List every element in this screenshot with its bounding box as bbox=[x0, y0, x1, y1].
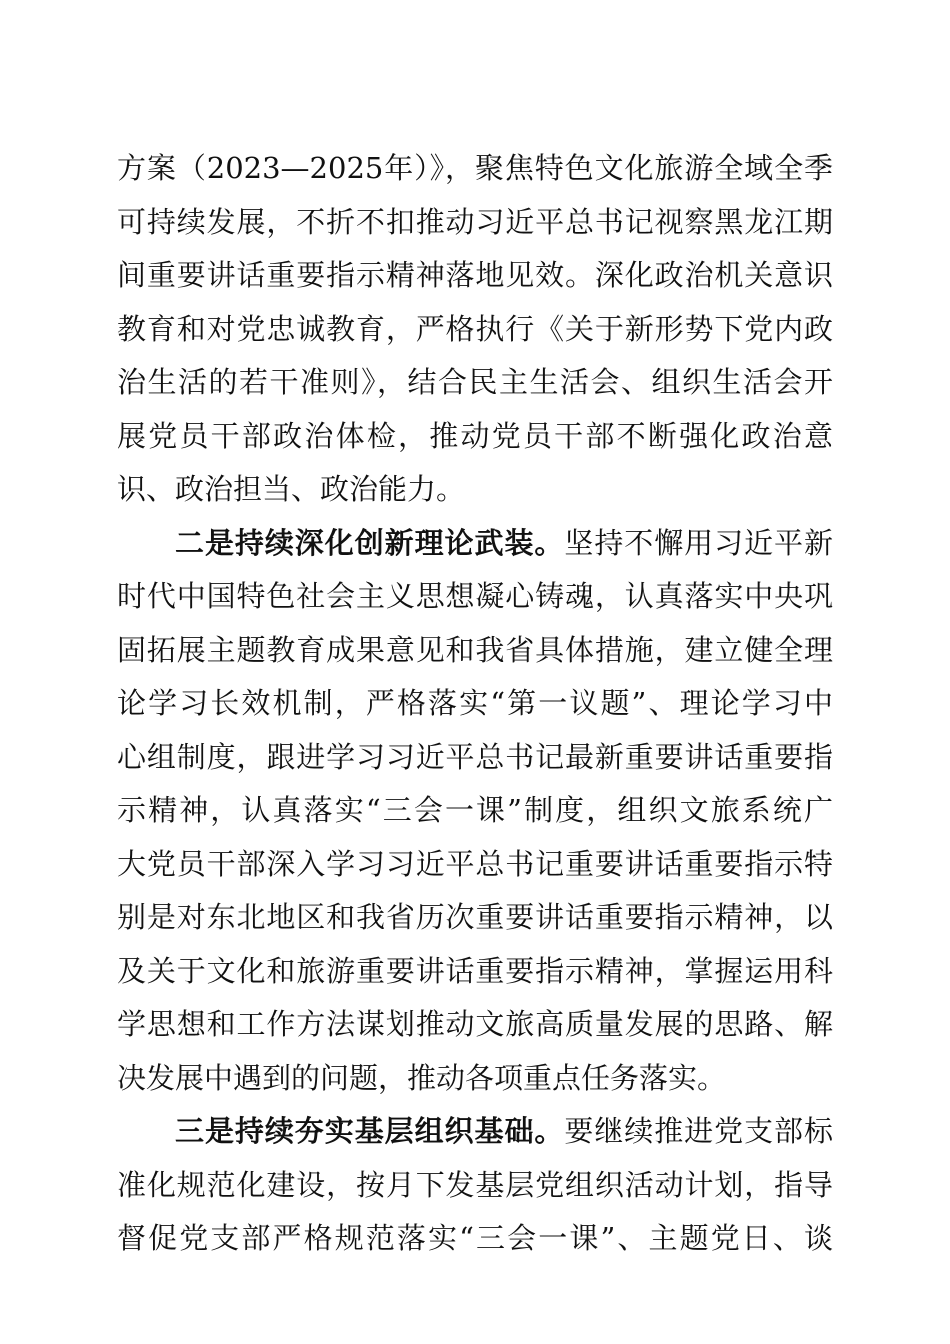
document-body bbox=[117, 142, 833, 1266]
text-line: 论学习长效机制，严格落实“第一议题”、理论学习中 bbox=[117, 686, 833, 720]
paragraph bbox=[117, 1105, 833, 1266]
text-line: 及关于文化和旅游重要讲话重要指示精神，掌握运用科 bbox=[117, 953, 833, 988]
text-line: 别是对东北地区和我省历次重要讲话重要指示精神，以 bbox=[117, 900, 833, 934]
paragraph-lead: 三是持续夯实基层组织基础。 bbox=[175, 1114, 565, 1148]
text-line: 治生活的若干准则》，结合民主生活会、组织生活会开 bbox=[117, 365, 833, 399]
text-line: 决发展中遇到的问题，推动各项重点任务落实。 bbox=[117, 1060, 727, 1095]
text-line: 识、政治担当、政治能力。 bbox=[117, 472, 466, 506]
paragraph bbox=[117, 142, 833, 517]
text-line: 教育和对党忠诚教育，严格执行《关于新形势下党内政 bbox=[117, 311, 833, 346]
text-line: 固拓展主题教育成果意见和我省具体措施，建立健全理 bbox=[117, 632, 833, 667]
text-line bbox=[117, 517, 833, 571]
text-line: 督促党支部严格规范落实“三会一课”、主题党日、谈 bbox=[117, 1221, 833, 1255]
paragraph-lead: 二是持续深化创新理论武装。 bbox=[175, 525, 565, 560]
text-line: 间重要讲话重要指示精神落地见效。深化政治机关意识 bbox=[117, 258, 833, 292]
paragraph-text: 要继续推进党支部标 bbox=[564, 1114, 833, 1148]
text-line: 可持续发展，不折不扣推动习近平总书记视察黑龙江期 bbox=[117, 204, 833, 239]
text-line: 方案（2023—2025年）》，聚焦特色文化旅游全域全季 bbox=[117, 151, 833, 185]
paragraph bbox=[117, 517, 833, 1106]
text-line: 准化规范化建设，按月下发基层党组织活动计划，指导 bbox=[117, 1167, 833, 1202]
text-line: 学思想和工作方法谋划推动文旅高质量发展的思路、解 bbox=[117, 1007, 833, 1041]
text-line bbox=[117, 1105, 833, 1159]
text-line: 心组制度，跟进学习习近平总书记最新重要讲话重要指 bbox=[117, 739, 833, 774]
text-line: 展党员干部政治体检，推动党员干部不断强化政治意 bbox=[117, 418, 833, 453]
text-line: 大党员干部深入学习习近平总书记重要讲话重要指示特 bbox=[117, 846, 833, 881]
paragraph-text: 坚持不懈用习近平新 bbox=[564, 525, 833, 560]
text-line: 示精神，认真落实“三会一课”制度，组织文旅系统广 bbox=[117, 793, 833, 827]
text-line: 时代中国特色社会主义思想凝心铸魂，认真落实中央巩 bbox=[117, 579, 833, 613]
